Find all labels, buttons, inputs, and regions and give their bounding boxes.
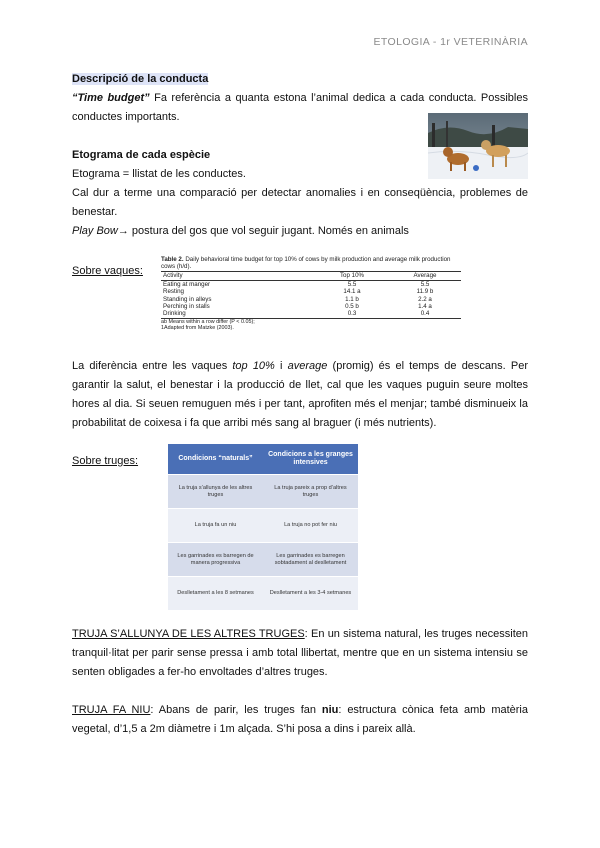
page-header: ETOLOGIA - 1r VETERINÀRIA <box>373 36 528 48</box>
paragraph-text: La diferència entre les vaques <box>72 360 233 372</box>
section-heading: Descripció de la conducta <box>72 73 209 85</box>
definition-text: Fa referència a quanta estona l’animal dedica a cada conducta. Possibles conductes importants. <box>72 92 528 123</box>
paragraph-text: : estructura cònica feta amb matèria vegetal, d’1,5 a 2m diàmetre i 1m alçada. S’hi posa a dins i pareix allà. <box>72 704 528 735</box>
paragraph-allunya <box>72 625 528 682</box>
paragraph-niu <box>72 701 528 739</box>
paragraph-title: TRUJA S’ALLUNYA DE LES ALTRES TRUGES <box>72 628 305 640</box>
section-etograma <box>72 146 528 241</box>
column-header: Condicions a les granges intensives <box>263 444 358 475</box>
table-cell: 0.4 <box>420 310 430 318</box>
table-caption-text: Daily behavioral time budget for top 10% of cows by milk production and average milk production cows (h/d). <box>161 256 451 271</box>
table-cell: 0.3 <box>347 310 357 318</box>
data-table <box>161 271 461 318</box>
table-cell: Les garrinades es barregen de manera progressiva <box>168 543 263 577</box>
table-row <box>168 509 358 543</box>
table-cell: 0.5 b <box>345 303 359 311</box>
table-row <box>161 310 461 318</box>
table-row <box>161 280 461 288</box>
table-cell: 14.1 a <box>343 288 361 296</box>
table-cell: Deslletament a les 3-4 setmanes <box>263 577 358 611</box>
table-row <box>168 577 358 611</box>
table-cell: Perching in stalls <box>163 303 210 311</box>
label-sobre-truges: Sobre truges: <box>72 455 139 467</box>
paragraph-text: : Abans de parir, les truges fan <box>150 704 322 716</box>
column-header: Condicions “naturals” <box>168 444 263 475</box>
comparison-text: Cal dur a terme una comparació per detectar anomalies i en conseqüència, problemes de benestar. <box>72 187 528 218</box>
table-row <box>168 543 358 577</box>
table-cell: 5.5 <box>420 280 430 288</box>
table-cell: Deslletament a les 8 setmanes <box>168 577 263 611</box>
table-cell: La truja s’allunya de les altres truges <box>168 475 263 509</box>
arrow-icon: → <box>117 225 129 237</box>
paragraph-vaques <box>72 357 528 433</box>
section-heading: Etograma de cada espècie <box>72 149 211 161</box>
paragraph-text: (promig) és el temps de descans. Per garantir la salut, el benestar i la producció de llet, cal que les vaques puguin seure moltes hores al dia. Si seuen remuguen més i per tant, aprofiten més el menjar; també disminueix la probabilitat de coixesa i fa que arribi més sang al braguer (i més nutrients). <box>72 360 528 429</box>
column-header: Top 10% <box>339 272 365 280</box>
paragraph-title: TRUJA FA NIU <box>72 704 151 716</box>
column-header: Activity <box>163 272 183 280</box>
table-caption <box>161 256 461 270</box>
table-cell: 11.9 b <box>416 288 434 296</box>
table-footnote: ab Means within a row differ (P < 0.05); <box>161 318 255 325</box>
table-row <box>161 296 461 303</box>
paragraph-text: : En un sistema natural, les truges necessiten tranquil·litat per parir sense pressa i amb total llibertat, mentre que en un sistema intensiu se senten obligades a fer-ho envoltades d’altres truges. <box>72 628 528 678</box>
table-cell: Resting <box>163 288 184 296</box>
column-header: Average <box>413 272 437 280</box>
term-average: average <box>287 360 328 372</box>
table-cell: La truja fa un niu <box>168 509 263 543</box>
etograma-definition: Etograma = llistat de les conductes. <box>72 168 246 180</box>
paragraph-text: i <box>274 360 288 372</box>
table-cell: 2.2 a <box>418 295 432 303</box>
term-time-budget: “Time budget” <box>72 92 150 104</box>
term-niu: niu <box>321 704 339 716</box>
table-row <box>161 303 461 310</box>
table-row <box>161 288 461 295</box>
play-bow-line <box>72 222 528 241</box>
table-row <box>168 475 358 509</box>
table-cell: Standing in alleys <box>163 295 212 303</box>
table-footnote: 1Adapted from Matzke (2003). <box>161 325 234 332</box>
play-bow-term: Play Bow <box>72 225 118 237</box>
table-cell: 5.5 <box>347 280 357 288</box>
table-cell: Les garrinades es barregen sobtadament al deslletament <box>263 543 358 577</box>
table-caption-label: Table 2. <box>161 256 184 263</box>
table-cell: 1.1 b <box>345 295 359 303</box>
table-cell: La truja pareix a prop d’altres truges <box>263 475 358 509</box>
cow-time-budget-table <box>161 256 471 332</box>
label-sobre-vaques: Sobre vaques: <box>72 265 143 277</box>
table-cell: Eating at manger <box>163 280 211 288</box>
table-cell: La truja no pot fer niu <box>263 509 358 543</box>
play-bow-text: postura del gos que vol seguir jugant. Només en animals <box>128 225 409 237</box>
term-top: top 10% <box>232 360 275 372</box>
sow-conditions-table <box>168 444 358 610</box>
table-cell: Drinking <box>163 310 186 318</box>
table-cell: 1.4 a <box>418 303 432 311</box>
